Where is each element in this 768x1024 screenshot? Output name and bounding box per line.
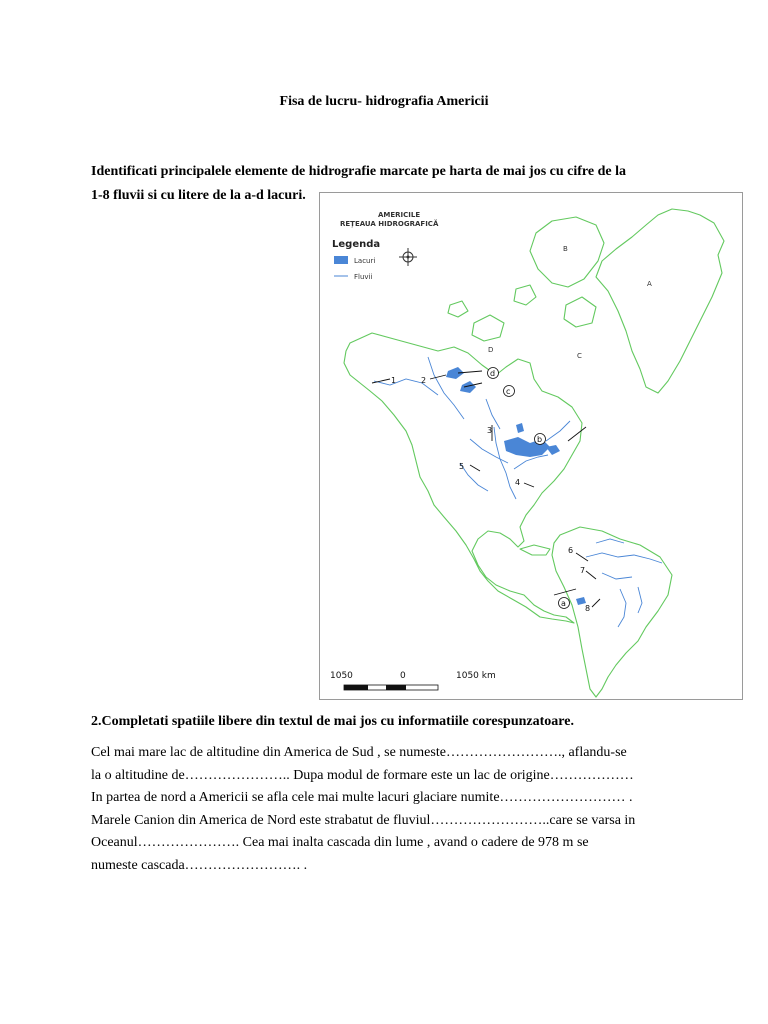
task-2-text [91,742,691,877]
task-2-line: In partea de nord a Americii se afla cele mai multe lacuri glaciare numite……………………… . [91,790,633,805]
lake-marker-b: b [537,435,543,444]
north-america-outline [344,333,582,623]
river-line [602,573,632,579]
lake-shape [460,381,476,393]
compass-icon [399,248,417,266]
lake-marker-d: d [490,369,496,378]
task-2-line: numeste cascada……………………. . [91,857,308,873]
river-line [618,589,626,627]
cuba-outline [520,545,550,555]
task-2-line: Marele Canion din America de Nord este strabatut de fluviul……………………..care se varsa in [91,812,636,828]
arctic-island-outline [514,285,536,305]
worksheet-title: Fisa de lucru- hidrografia Americii [279,94,489,109]
arctic-island-outline [448,301,468,317]
scale-bar [344,685,438,690]
task-1-line-1: Identificati principalele elemente de hidrografie marcate pe harta de mai jos cu cifre de la [91,164,627,179]
scale-label-center: 0 [400,671,406,681]
river-line [494,427,516,499]
river-marker-4: 4 [515,478,521,487]
river-line [486,399,500,429]
region-label-a: A [647,280,652,288]
river-marker-3: 3 [487,426,493,435]
legend-rivers-label: Fluvii [354,273,373,281]
river-line [428,357,464,419]
river-line [638,587,642,613]
river-line [514,455,548,469]
river-marker-8: 8 [585,604,591,613]
river-marker-6: 6 [568,546,574,555]
legend-title: Legenda [332,239,381,250]
task-2-line: Cel mai mare lac de altitudine din America de Sud , se numeste……………………., aflandu-se [91,745,627,760]
river-marker-2: 2 [421,376,427,385]
river-line [586,553,662,563]
map-title-line-1: AMERICILE [378,211,421,219]
river-marker-1: 1 [391,376,397,385]
map-title-line-2: REȚEAUA HIDROGRAFICĂ [340,220,439,228]
lake-marker-c: c [506,387,511,396]
river-marker-5: 5 [459,462,465,471]
river-marker-7: 7 [580,566,586,575]
scale-label-left: 1050 [330,671,353,681]
legend-lakes-label: Lacuri [354,257,376,265]
hydrography-map [319,192,743,700]
river-line [596,539,624,543]
river-line [470,439,508,463]
arctic-island-outline [564,297,596,327]
task-2-heading: 2.Completati spatiile libere din textul de mai jos cu informatiile corespunzatoare. [91,714,574,729]
river-line [546,421,570,441]
arctic-island-outline [472,315,504,341]
lake-shape [516,423,524,433]
greenland-outline [596,209,724,393]
task-1-line-2: 1-8 fluvii si cu litere de la a-d lacuri. [91,188,306,203]
region-label-b: B [563,245,568,253]
region-label-c: C [577,352,582,360]
region-label-d: D [488,346,494,354]
task-2-line: Oceanul…………………. Cea mai inalta cascada din lume , avand o cadere de 978 m se [91,835,589,850]
river-line [374,379,438,395]
legend-lake-swatch [334,256,348,264]
map-drawing [320,193,744,701]
task-2-line: la o altitudine de………………….. Dupa modul de formare este un lac de origine……………… [91,767,634,783]
lake-marker-a: a [561,599,566,608]
scale-label-right: 1050 km [456,671,496,681]
